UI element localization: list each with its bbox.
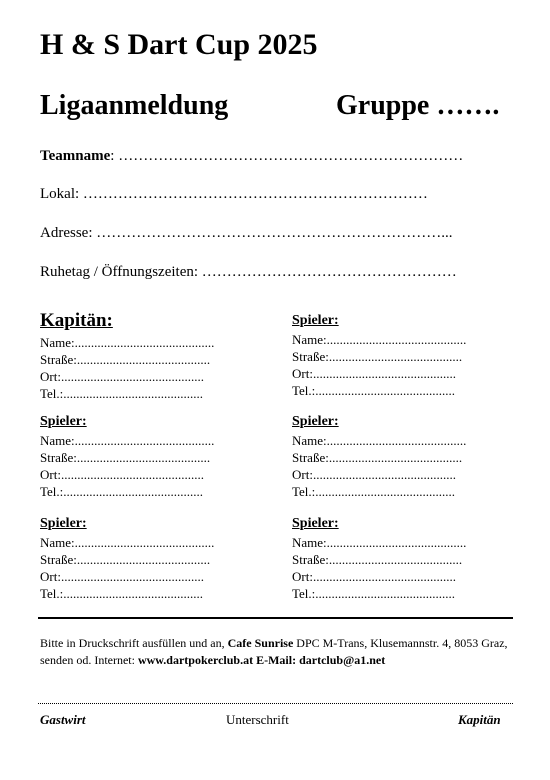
fill-line: ........................................... <box>326 433 467 448</box>
player-block <box>292 313 512 399</box>
field-label: Lokal: <box>40 186 80 202</box>
player-field[interactable] <box>292 534 512 551</box>
player-field[interactable] <box>292 449 512 466</box>
fill-line: ......................................... <box>76 352 211 367</box>
fill-line: ............................................ <box>312 569 456 584</box>
player-field-label: Tel.: <box>292 383 316 398</box>
player-field[interactable] <box>40 385 260 402</box>
player-field[interactable] <box>40 432 260 449</box>
player-field[interactable] <box>40 334 260 351</box>
player-field[interactable] <box>40 449 260 466</box>
player-field[interactable] <box>292 365 512 382</box>
fill-line: ........................................... <box>63 484 204 499</box>
block-heading: Spieler: <box>40 516 87 531</box>
player-field[interactable] <box>40 466 260 483</box>
fill-line: ......................................... <box>328 552 463 567</box>
player-field[interactable] <box>40 534 260 551</box>
fill-line: ............................................ <box>60 369 204 384</box>
signature-label: Unterschrift <box>226 712 289 727</box>
player-field[interactable] <box>292 568 512 585</box>
block-heading: Kapitän: <box>40 310 113 331</box>
fill-line: ............................................ <box>60 569 204 584</box>
signature-gastwirt: Gastwirt <box>40 712 86 727</box>
player-field-label: Straße: <box>292 552 329 567</box>
block-heading: Spieler: <box>292 516 339 531</box>
player-block <box>292 414 512 500</box>
player-field-label: Tel.: <box>40 386 64 401</box>
player-field[interactable] <box>292 382 512 399</box>
fill-line: ......................................... <box>76 552 211 567</box>
player-field-label: Ort: <box>292 569 313 584</box>
block-heading: Spieler: <box>40 414 87 429</box>
fill-line: ........................................... <box>326 535 467 550</box>
player-field-label: Name: <box>292 535 327 550</box>
fill-line: ............................................ <box>312 366 456 381</box>
fill-line: ........................................... <box>315 484 456 499</box>
page-title: H & S Dart Cup 2025 <box>40 28 318 61</box>
player-field[interactable] <box>292 551 512 568</box>
player-field[interactable] <box>292 331 512 348</box>
player-field-label: Ort: <box>40 467 61 482</box>
player-field[interactable] <box>292 348 512 365</box>
divider <box>38 617 513 619</box>
footer-text: DPC M-Trans, Klusemannstr. 4, 8053 Graz, senden od. Internet: <box>40 636 508 667</box>
signature-kapitan: Kapitän <box>458 712 501 727</box>
player-field-label: Tel.: <box>292 484 316 499</box>
fill-line: ........................................... <box>326 332 467 347</box>
player-field-label: Ort: <box>292 366 313 381</box>
fill-line: ............................................ <box>60 467 204 482</box>
fill-line: ............................................ <box>312 467 456 482</box>
player-field[interactable] <box>292 585 512 602</box>
fill-line: ........................................... <box>74 433 215 448</box>
player-field-label: Name: <box>40 433 75 448</box>
player-field[interactable] <box>292 432 512 449</box>
field-label: Teamname <box>40 148 111 164</box>
footer-text: Bitte in Druckschrift ausfüllen und an, <box>40 636 228 650</box>
player-field-label: Name: <box>40 535 75 550</box>
player-field-label: Straße: <box>40 552 77 567</box>
player-field-label: Tel.: <box>40 484 64 499</box>
footer-contact: www.dartpokerclub.at E-Mail: dartclub@a1.net <box>137 653 386 667</box>
player-field-label: Tel.: <box>40 586 64 601</box>
fill-line: ........................................... <box>315 383 456 398</box>
player-field-label: Name: <box>292 433 327 448</box>
field-adresse[interactable] <box>40 225 453 242</box>
signature-line <box>38 703 513 704</box>
player-field-label: Tel.: <box>292 586 316 601</box>
player-field-label: Ort: <box>292 467 313 482</box>
fill-line: ……………………………………………………………... <box>92 225 453 241</box>
field-ruhetag[interactable] <box>40 264 457 281</box>
player-field[interactable] <box>40 568 260 585</box>
player-field[interactable] <box>40 351 260 368</box>
subtitle-registration: Ligaanmeldung <box>40 90 229 121</box>
player-block <box>292 516 512 602</box>
subtitle-group: Gruppe ……. <box>336 90 500 121</box>
player-field-label: Ort: <box>40 369 61 384</box>
fill-line: …………………………………………………………… <box>79 186 428 202</box>
player-field-label: Straße: <box>292 349 329 364</box>
fill-line: ........................................... <box>315 586 456 601</box>
fill-line: ......................................... <box>328 349 463 364</box>
field-label: Ruhetag / Öffnungszeiten: <box>40 264 199 280</box>
fill-line: ........................................... <box>63 386 204 401</box>
player-field[interactable] <box>292 466 512 483</box>
footer-cafe: Cafe Sunrise <box>227 636 294 650</box>
field-lokal[interactable] <box>40 186 428 203</box>
player-field[interactable] <box>292 483 512 500</box>
captain-block <box>40 310 260 402</box>
player-field-label: Straße: <box>40 352 77 367</box>
field-teamname[interactable] <box>40 148 463 165</box>
fill-line: ......................................... <box>76 450 211 465</box>
fill-line: ........................................... <box>74 535 215 550</box>
fill-line: …………………………………………… <box>198 264 457 280</box>
block-heading: Spieler: <box>292 414 339 429</box>
footer-instructions <box>40 635 520 669</box>
fill-line: ......................................... <box>328 450 463 465</box>
player-block <box>40 414 260 500</box>
player-field[interactable] <box>40 585 260 602</box>
player-field-label: Name: <box>40 335 75 350</box>
fill-line: : …………………………………………………………… <box>110 148 464 164</box>
block-heading: Spieler: <box>292 313 339 328</box>
fill-line: ........................................... <box>63 586 204 601</box>
fill-line: ........................................... <box>74 335 215 350</box>
player-field-label: Ort: <box>40 569 61 584</box>
player-field-label: Straße: <box>292 450 329 465</box>
field-label: Adresse: <box>40 225 93 241</box>
player-field[interactable] <box>40 368 260 385</box>
player-field[interactable] <box>40 483 260 500</box>
player-field-label: Straße: <box>40 450 77 465</box>
player-block <box>40 516 260 602</box>
player-field-label: Name: <box>292 332 327 347</box>
player-field[interactable] <box>40 551 260 568</box>
